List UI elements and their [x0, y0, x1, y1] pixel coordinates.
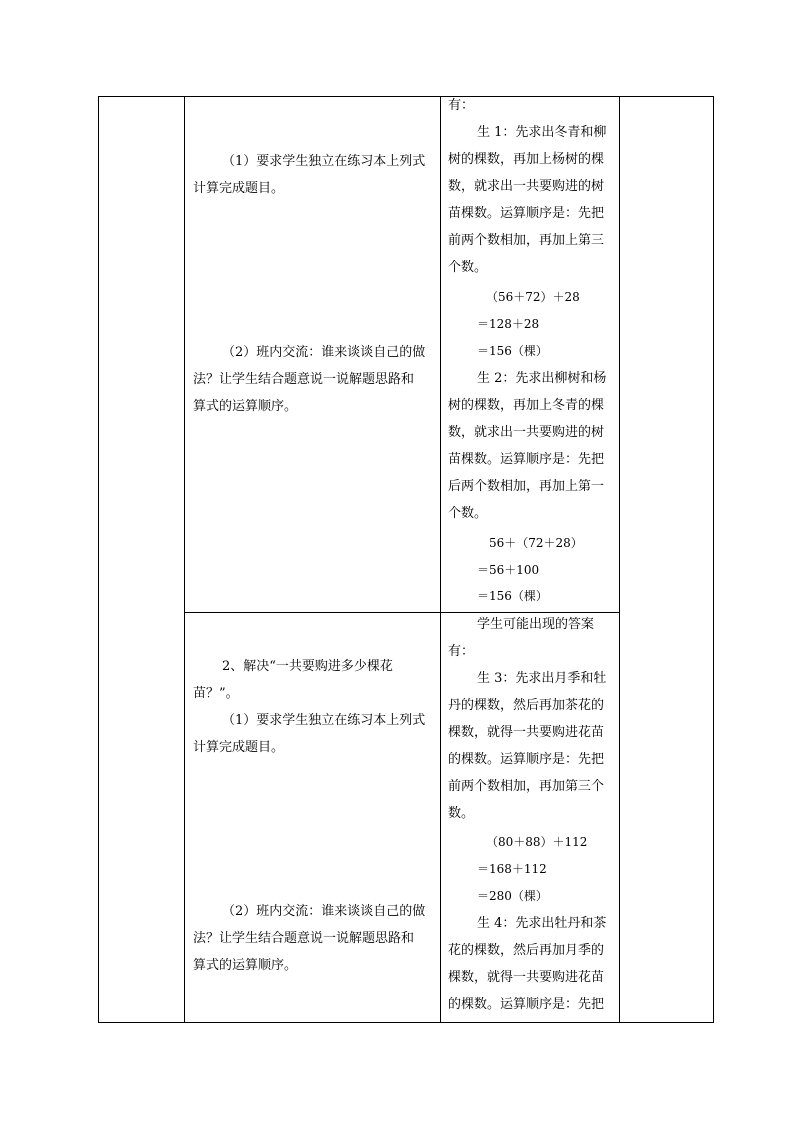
table-border-right: [713, 96, 714, 1023]
equation-line: ＝156（棵）: [477, 344, 548, 358]
answer-line: 棵数，就得一共要购进花苗: [448, 725, 605, 740]
step-3-instruction: （1）要求学生独立在练习本上列式: [222, 713, 426, 728]
answer-line: 个数。: [448, 260, 488, 275]
lesson-table: [98, 96, 714, 1023]
answer-line: 花的棵数，然后再加月季的: [448, 943, 605, 958]
answer-line: 苗棵数。运算顺序是：先把: [448, 452, 605, 467]
column-divider-1: [184, 96, 185, 1023]
step-4-instruction: （2）班内交流：谁来谈谈自己的做: [222, 904, 426, 919]
answer-line: 棵数，就得一共要购进花苗: [448, 970, 605, 985]
step-1-instruction-cont: 计算完成题目。: [193, 181, 285, 196]
table-border-left: [98, 96, 99, 1023]
answer-line: 数，就求出一共要购进的树: [448, 425, 605, 440]
equation-line: ＝156（棵）: [477, 589, 548, 603]
table-border-bottom: [98, 1022, 714, 1023]
step-2-instruction-cont-2: 算式的运算顺序。: [193, 399, 298, 414]
answer-line: 的棵数。运算顺序是：先把: [448, 752, 605, 767]
step-2-instruction: （2）班内交流：谁来谈谈自己的做: [222, 345, 426, 360]
answer-line: 前两个数相加，再加上第三: [448, 233, 605, 248]
column-divider-2: [440, 96, 441, 1023]
answer-line: 数。: [448, 806, 475, 821]
answer-line: 苗棵数。运算顺序是：先把: [448, 206, 605, 221]
step-2-instruction-cont-1: 法？让学生结合题意说一说解题思路和: [193, 372, 415, 387]
answer-line: 的棵数。运算顺序是：先把: [448, 997, 605, 1012]
answer-line: 生 4：先求出牡丹和茶: [477, 916, 607, 931]
answer-line: 生 2：先求出柳树和杨: [477, 371, 607, 386]
answer-line: 有：: [448, 98, 475, 113]
step-3-instruction-cont: 计算完成题目。: [193, 740, 285, 755]
equation-line: 56＋（72＋28）: [489, 536, 583, 550]
step-4-instruction-cont-2: 算式的运算顺序。: [193, 958, 298, 973]
equation-line: ＝128＋28: [477, 317, 540, 331]
answer-line: 生 1：先求出冬青和柳: [477, 125, 607, 140]
section-2-heading-cont: 苗？”。: [193, 686, 239, 701]
equation-line: ＝56＋100: [477, 563, 540, 577]
equation-line: （56＋72）＋28: [486, 290, 580, 304]
answer-line: 生 3：先求出月季和牡: [477, 671, 607, 686]
answer-line: 后两个数相加，再加上第一: [448, 479, 605, 494]
column-divider-3: [619, 96, 620, 1023]
equation-line: ＝280（棵）: [477, 889, 548, 903]
answer-line: 树的棵数，再加上杨树的棵: [448, 152, 605, 167]
step-4-instruction-cont-1: 法？让学生结合题意说一说解题思路和: [193, 931, 415, 946]
equation-line: ＝168＋112: [477, 862, 547, 876]
equation-line: （80＋88）＋112: [486, 835, 588, 849]
answer-line: 有：: [448, 644, 475, 659]
answer-line: 树的棵数，再加上冬青的棵: [448, 398, 605, 413]
table-border-top: [98, 96, 714, 97]
answer-line: 前两个数相加，再加第三个: [448, 779, 605, 794]
answer-line: 丹的棵数，然后再加茶花的: [448, 698, 605, 713]
answer-line: 学生可能出现的答案: [477, 617, 595, 632]
answer-line: 个数。: [448, 506, 488, 521]
step-1-instruction: （1）要求学生独立在练习本上列式: [222, 154, 426, 169]
section-2-heading: 2、解决“一共要购进多少棵花: [222, 659, 393, 674]
answer-line: 数，就求出一共要购进的树: [448, 179, 605, 194]
